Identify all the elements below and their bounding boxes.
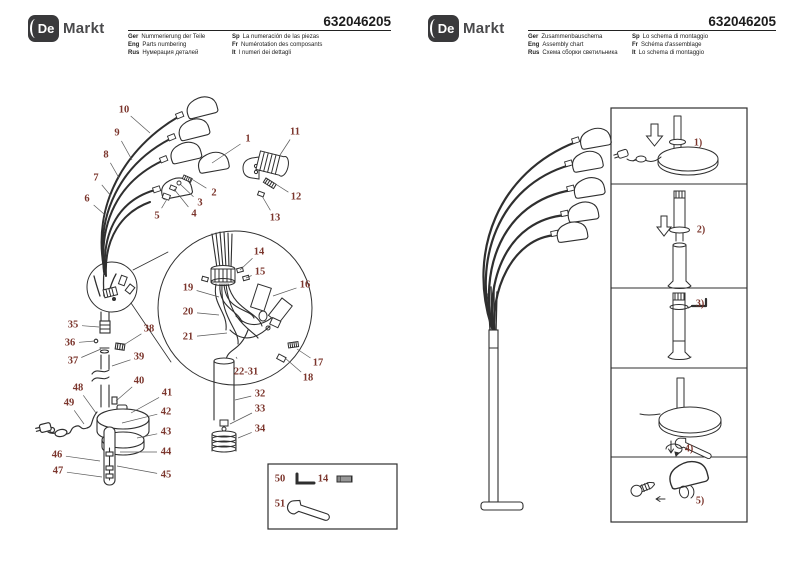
part-label-13: 13 bbox=[269, 212, 281, 224]
part-label-22-31: 22-31 bbox=[233, 366, 259, 378]
lang-row bbox=[128, 34, 232, 42]
step-label-4-: 4) bbox=[684, 443, 694, 455]
lang-code: Rus bbox=[128, 49, 140, 56]
part-label-35: 35 bbox=[67, 319, 79, 331]
part-label-40: 40 bbox=[133, 375, 145, 387]
part-label-38: 38 bbox=[143, 323, 155, 335]
lang-code: It bbox=[632, 49, 636, 56]
part-label-9: 9 bbox=[114, 127, 120, 139]
lang-text: Lo schema di montaggio bbox=[638, 49, 705, 56]
part-label-1: 1 bbox=[245, 133, 251, 145]
lang-code: Ger bbox=[128, 34, 139, 40]
part-label-21: 21 bbox=[182, 331, 194, 343]
part-label-42: 42 bbox=[160, 406, 172, 418]
lang-text: Assembly chart bbox=[542, 41, 584, 48]
header-rule bbox=[128, 30, 391, 31]
step-label-1-: 1) bbox=[693, 137, 703, 149]
lang-code: It bbox=[232, 49, 236, 56]
language-column bbox=[128, 34, 232, 57]
part-label-16: 16 bbox=[299, 279, 311, 291]
lang-text: Нумерация деталей bbox=[142, 49, 199, 56]
part-label-8: 8 bbox=[103, 149, 109, 161]
step-label-2-: 2) bbox=[696, 224, 706, 236]
tool-label-51: 51 bbox=[274, 498, 286, 510]
part-label-45: 45 bbox=[160, 469, 172, 481]
lang-text: Zusammenbauschema bbox=[541, 34, 603, 40]
part-label-15: 15 bbox=[254, 266, 266, 278]
lang-code: Eng bbox=[128, 41, 140, 48]
part-label-36: 36 bbox=[64, 337, 76, 349]
brand-badge-text: De bbox=[437, 21, 455, 36]
lang-row bbox=[632, 50, 736, 58]
lang-row bbox=[128, 50, 232, 58]
brand-name: Markt bbox=[63, 20, 105, 37]
logo-notch bbox=[30, 19, 41, 38]
lang-code: Fr bbox=[632, 41, 638, 48]
lang-text: Nummerierung der Teile bbox=[141, 34, 206, 40]
part-label-47: 47 bbox=[52, 465, 64, 477]
brand-badge-text: De bbox=[37, 21, 55, 36]
lang-row bbox=[232, 42, 336, 50]
language-column bbox=[232, 34, 336, 57]
part-label-49: 49 bbox=[63, 397, 75, 409]
language-column bbox=[528, 34, 632, 57]
lang-code: Rus bbox=[528, 49, 540, 56]
part-label-14: 14 bbox=[253, 246, 265, 258]
brand-badge bbox=[428, 15, 459, 42]
part-label-32: 32 bbox=[254, 388, 266, 400]
lang-text: Lo schema di montaggio bbox=[642, 34, 709, 40]
part-label-20: 20 bbox=[182, 306, 194, 318]
lang-code: Sp bbox=[232, 34, 240, 40]
lang-text: I numeri dei dettagli bbox=[238, 49, 292, 56]
brand-logo bbox=[28, 15, 105, 42]
lang-row bbox=[232, 50, 336, 58]
lang-code: Sp bbox=[632, 34, 640, 40]
part-label-17: 17 bbox=[312, 357, 324, 369]
part-label-5: 5 bbox=[154, 210, 160, 222]
lang-text: Parts numbering bbox=[142, 41, 187, 48]
part-label-12: 12 bbox=[290, 191, 302, 203]
part-number: 632046205 bbox=[708, 14, 776, 29]
part-label-43: 43 bbox=[160, 426, 172, 438]
part-label-11: 11 bbox=[290, 126, 300, 138]
part-label-37: 37 bbox=[67, 355, 79, 367]
lang-text: Schéma d'assemblage bbox=[641, 41, 702, 48]
lang-row bbox=[632, 42, 736, 50]
brand-name: Markt bbox=[463, 20, 505, 37]
step-label-3-: 3) bbox=[695, 298, 705, 310]
lang-code: Fr bbox=[232, 41, 238, 48]
lang-code: Ger bbox=[528, 34, 539, 40]
lang-text: Схема сборки светильника bbox=[542, 49, 618, 56]
lang-text: Numérotation des composants bbox=[241, 41, 323, 48]
part-label-19: 19 bbox=[182, 282, 194, 294]
tool-label-14: 14 bbox=[317, 473, 329, 485]
part-label-33: 33 bbox=[254, 403, 266, 415]
part-label-3: 3 bbox=[197, 197, 203, 209]
part-label-46: 46 bbox=[51, 449, 63, 461]
part-label-48: 48 bbox=[72, 382, 84, 394]
tool-label-50: 50 bbox=[274, 473, 286, 485]
part-label-18: 18 bbox=[302, 372, 314, 384]
language-column bbox=[632, 34, 736, 57]
language-table bbox=[528, 34, 736, 57]
part-label-6: 6 bbox=[84, 193, 90, 205]
part-label-4: 4 bbox=[191, 208, 197, 220]
brand-logo bbox=[428, 15, 505, 42]
part-label-2: 2 bbox=[211, 187, 217, 199]
part-label-44: 44 bbox=[160, 446, 172, 458]
lang-row bbox=[528, 34, 632, 42]
lang-row bbox=[632, 34, 736, 42]
lang-row bbox=[232, 34, 336, 42]
part-label-39: 39 bbox=[133, 351, 145, 363]
part-label-34: 34 bbox=[254, 423, 266, 435]
lang-row bbox=[128, 42, 232, 50]
part-label-7: 7 bbox=[93, 172, 99, 184]
header-rule bbox=[528, 30, 776, 31]
language-table bbox=[128, 34, 336, 57]
part-label-41: 41 bbox=[161, 387, 173, 399]
part-label-10: 10 bbox=[118, 104, 130, 116]
lang-code: Eng bbox=[528, 41, 540, 48]
step-label-5-: 5) bbox=[695, 495, 705, 507]
lang-text: La numeración de las piezas bbox=[242, 34, 320, 40]
lang-row bbox=[528, 42, 632, 50]
brand-badge bbox=[28, 15, 59, 42]
lang-row bbox=[528, 50, 632, 58]
logo-notch bbox=[430, 19, 441, 38]
part-number: 632046205 bbox=[323, 14, 391, 29]
